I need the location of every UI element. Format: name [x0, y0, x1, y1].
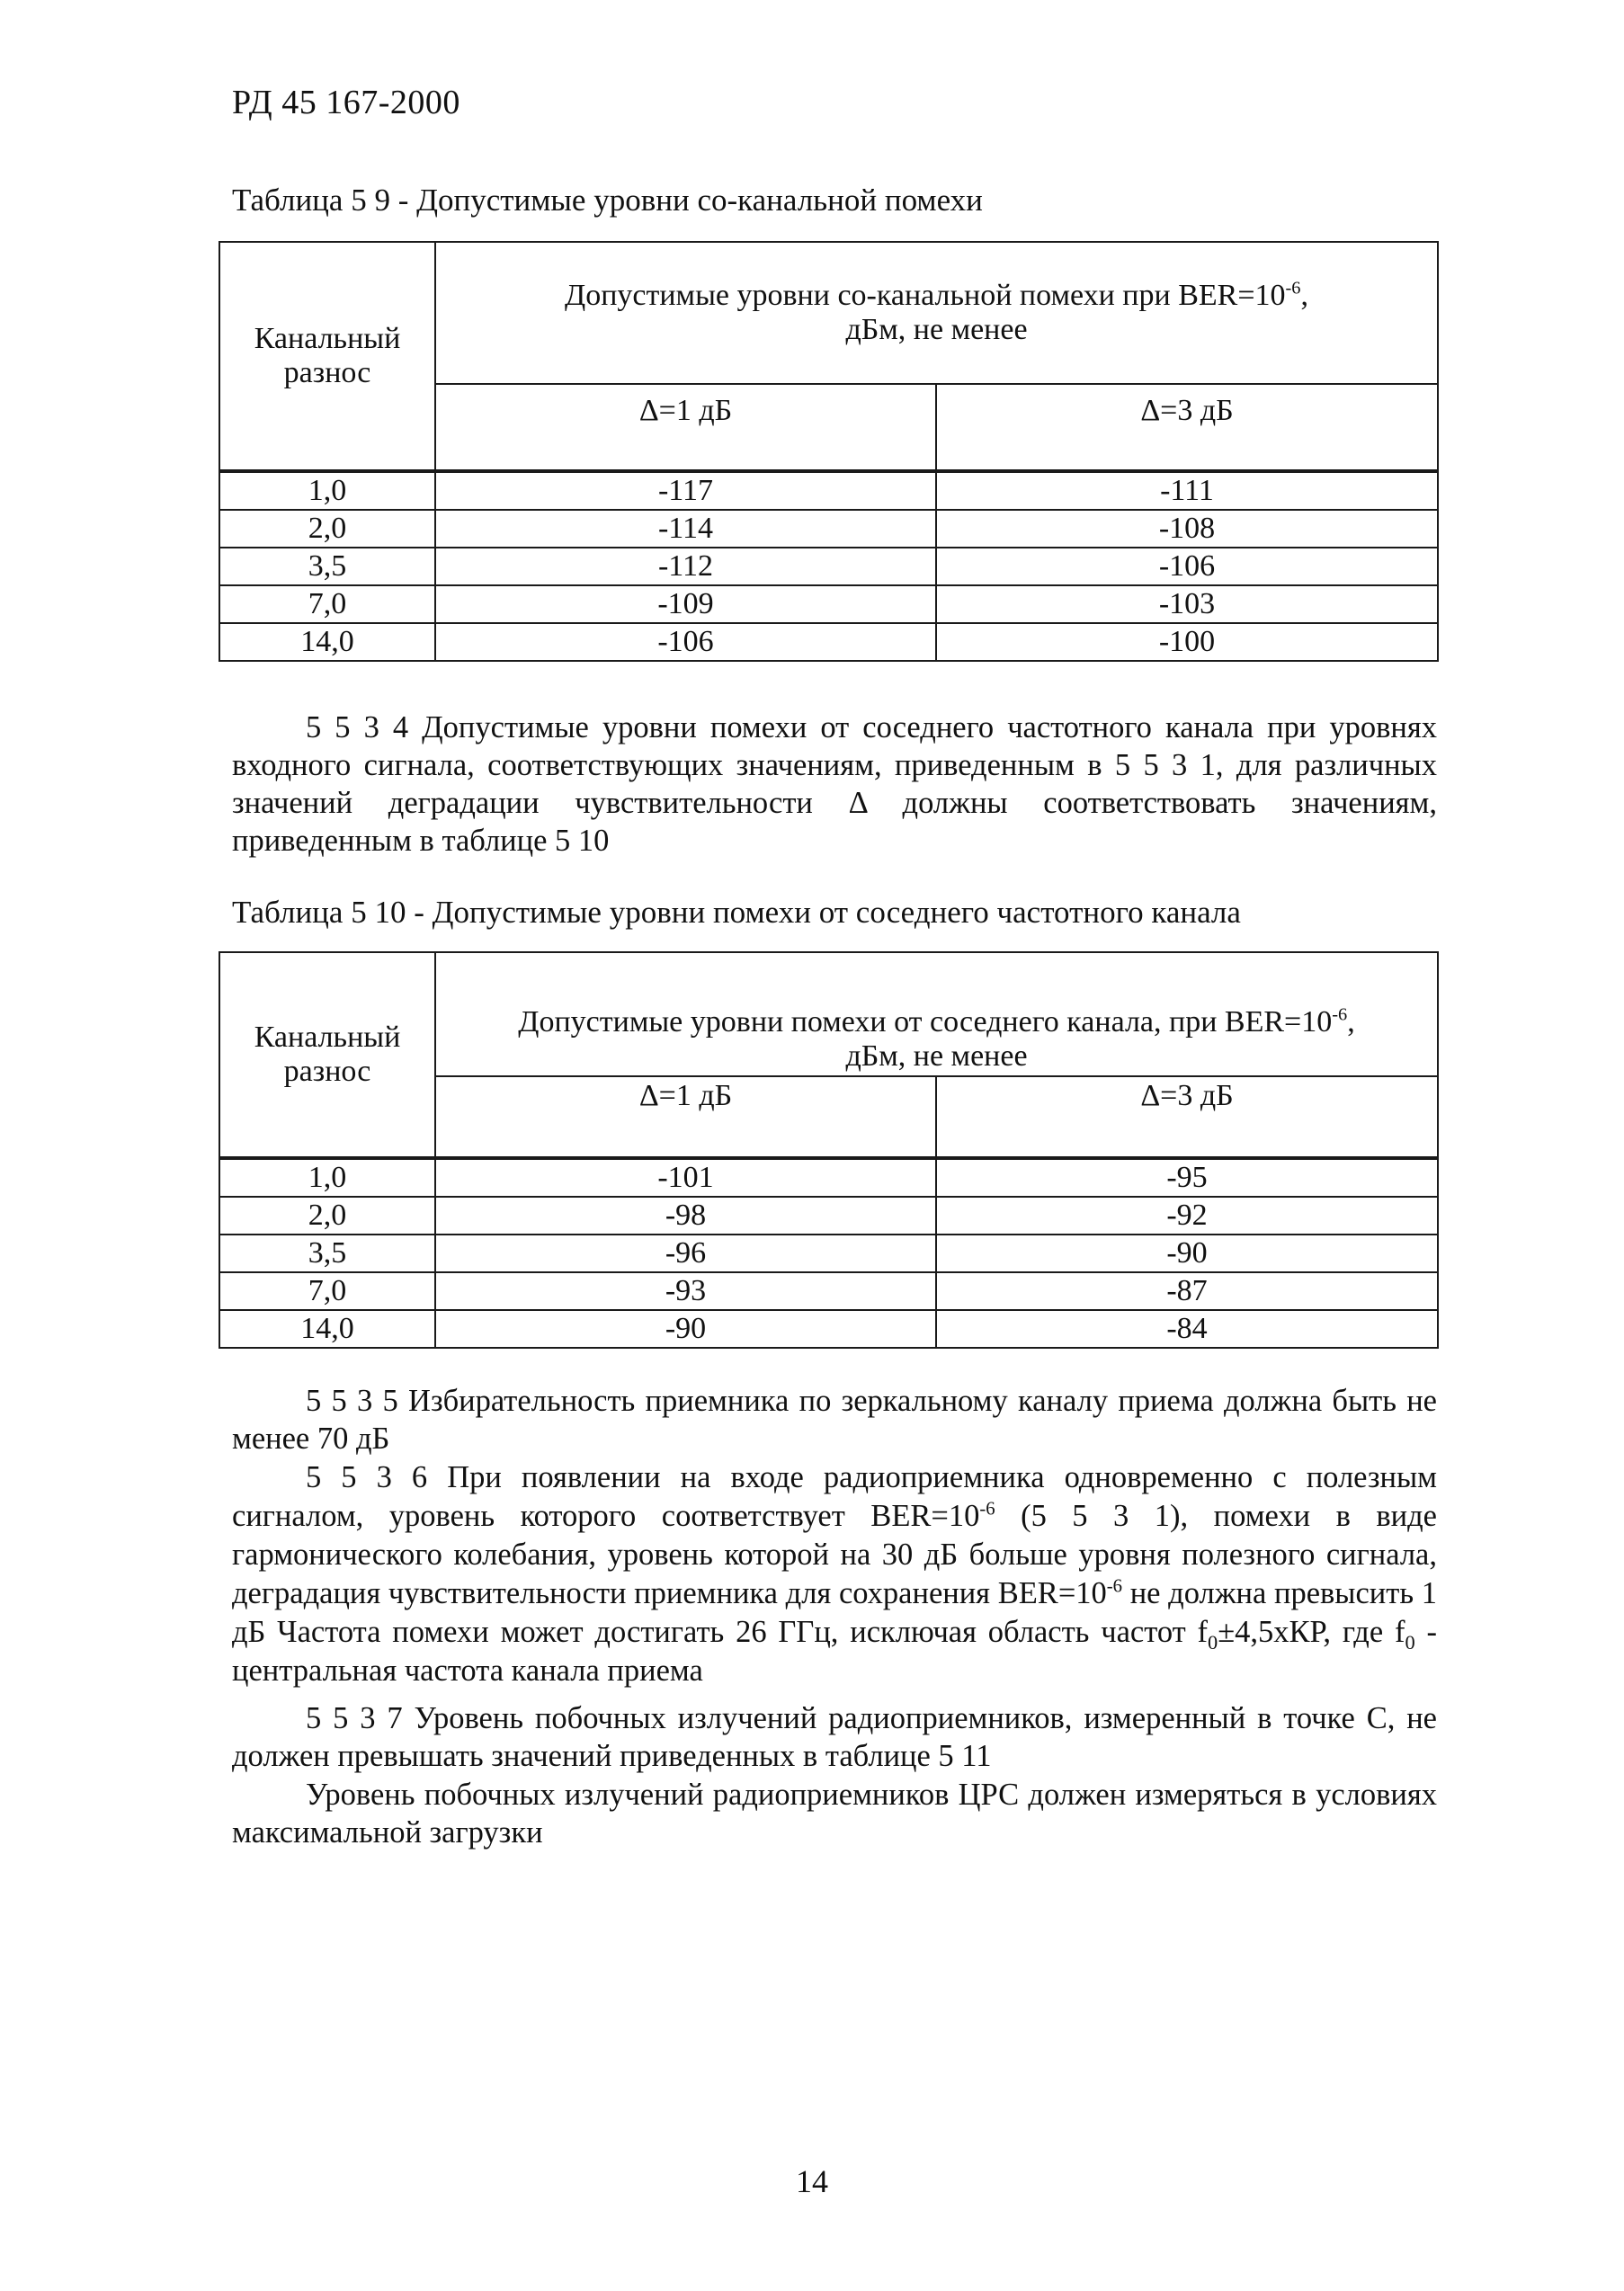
cell-spacing: 7,0	[219, 1272, 435, 1310]
table-row	[219, 510, 1438, 548]
table-row	[219, 1197, 1438, 1235]
table-row	[219, 471, 1438, 510]
group-header	[435, 952, 1438, 1076]
paragraph-final	[232, 1776, 1437, 1851]
exponent: -6	[1332, 1004, 1348, 1025]
cell-spacing: 3,5	[219, 1235, 435, 1272]
table-header-row	[219, 242, 1438, 384]
cell-delta-3: -106	[936, 548, 1438, 585]
table-row	[219, 1272, 1438, 1310]
cell-delta-3: -90	[936, 1235, 1438, 1272]
cell-spacing: 7,0	[219, 585, 435, 623]
cell-delta-1: -93	[435, 1272, 936, 1310]
cell-spacing: 2,0	[219, 1197, 435, 1235]
cell-delta-1: -101	[435, 1158, 936, 1197]
cell-delta-1: -112	[435, 548, 936, 585]
subscript: 0	[1208, 1630, 1218, 1654]
header-label: Канальный разнос	[254, 1020, 401, 1088]
table-5-9	[219, 241, 1439, 662]
document-code: РД 45 167-2000	[232, 84, 460, 121]
paragraph-text: (5 5 3 1), помехи в виде гармонического колебания, уровень которой на 30 дБ больше уровня полезного сигнала, деградация чувствительности приемника для сохранения BER=10	[232, 1499, 1437, 1610]
paragraph-5-5-3-5	[232, 1382, 1437, 1458]
cell-spacing: 14,0	[219, 1310, 435, 1348]
table-row	[219, 585, 1438, 623]
paragraph-5-5-3-4	[232, 709, 1437, 860]
cell-delta-1: -96	[435, 1235, 936, 1272]
exponent: -6	[979, 1499, 995, 1520]
page-number: 14	[796, 2163, 828, 2199]
group-header-tail: ,	[1300, 278, 1308, 312]
paragraph-text: Уровень побочных излучений радиоприемников ЦРС должен измеряться в условиях максимальной загрузки	[232, 1778, 1437, 1850]
subheader-delta-1: Δ=1 дБ	[435, 1076, 936, 1158]
group-header-text: Допустимые уровни со-канальной помехи при BER=10	[565, 278, 1286, 312]
paragraph-text: 5 5 3 4 Допустимые уровни помехи от соседнего частотного канала при уровнях входного сигнала, соответствующих значениям, приведенным в 5 5 3 1, для различных значений деградации чувствительности Δ должны соответствовать значениям, приведенным в таблице 5 10	[232, 710, 1437, 858]
subscript: 0	[1405, 1630, 1415, 1654]
header-label: Канальный разнос	[254, 321, 401, 389]
paragraph-text: 5 5 3 7 Уровень побочных излучений радиоприемников, измеренный в точке С, не должен превышать значений приведенных в таблице 5 11	[232, 1701, 1437, 1773]
cell-delta-3: -84	[936, 1310, 1438, 1348]
table-header-row	[219, 952, 1438, 1076]
group-header-tail: ,	[1347, 1004, 1355, 1039]
table-row	[219, 548, 1438, 585]
cell-spacing: 14,0	[219, 623, 435, 661]
table-row	[219, 623, 1438, 661]
paragraph-5-5-3-7	[232, 1699, 1437, 1775]
cell-delta-1: -90	[435, 1310, 936, 1348]
cell-delta-1: -114	[435, 510, 936, 548]
exponent: -6	[1106, 1576, 1123, 1597]
cell-delta-1: -117	[435, 471, 936, 510]
table-row	[219, 1310, 1438, 1348]
cell-delta-3: -103	[936, 585, 1438, 623]
exponent: -6	[1285, 278, 1301, 299]
column-header-channel-spacing	[219, 952, 435, 1158]
group-header	[435, 242, 1438, 384]
cell-delta-3: -95	[936, 1158, 1438, 1197]
group-header-units: дБм, не менее	[845, 1039, 1028, 1073]
table-row	[219, 1158, 1438, 1197]
paragraph-text: 5 5 3 6 При появлении на входе радиоприемника одновременно с полезным сигналом, уровень которого соответствует BER=10	[232, 1460, 1437, 1533]
paragraph-text: 5 5 3 5 Избирательность приемника по зеркальному каналу приема должна быть не менее 70 дБ	[232, 1384, 1437, 1456]
cell-delta-3: -100	[936, 623, 1438, 661]
cell-delta-3: -108	[936, 510, 1438, 548]
cell-delta-1: -106	[435, 623, 936, 661]
cell-spacing: 1,0	[219, 1158, 435, 1197]
cell-delta-3: -87	[936, 1272, 1438, 1310]
column-header-channel-spacing	[219, 242, 435, 471]
group-header-units: дБм, не менее	[845, 313, 1028, 346]
table-5-10-caption: Таблица 5 10 - Допустимые уровни помехи от соседнего частотного канала	[232, 895, 1241, 930]
table-5-10	[219, 951, 1439, 1349]
cell-delta-3: -111	[936, 471, 1438, 510]
cell-delta-1: -98	[435, 1197, 936, 1235]
paragraph-text: - центральная частота канала приема	[232, 1615, 1437, 1688]
table-row	[219, 1235, 1438, 1272]
cell-spacing: 3,5	[219, 548, 435, 585]
paragraph-5-5-3-6	[232, 1458, 1437, 1690]
cell-spacing: 2,0	[219, 510, 435, 548]
paragraph-text: ±4,5хКР, где f	[1218, 1615, 1405, 1649]
subheader-delta-1: Δ=1 дБ	[435, 384, 936, 471]
subheader-delta-3: Δ=3 дБ	[936, 1076, 1438, 1158]
cell-spacing: 1,0	[219, 471, 435, 510]
subheader-delta-3: Δ=3 дБ	[936, 384, 1438, 471]
paragraph-text: не должна превысить 1 дБ Частота помехи может достигать 26 ГГц, исключая область частот f	[232, 1576, 1437, 1649]
table-5-9-caption: Таблица 5 9 - Допустимые уровни со-канальной помехи	[232, 183, 983, 218]
cell-delta-3: -92	[936, 1197, 1438, 1235]
cell-delta-1: -109	[435, 585, 936, 623]
group-header-text: Допустимые уровни помехи от соседнего канала, при BER=10	[518, 1004, 1333, 1039]
